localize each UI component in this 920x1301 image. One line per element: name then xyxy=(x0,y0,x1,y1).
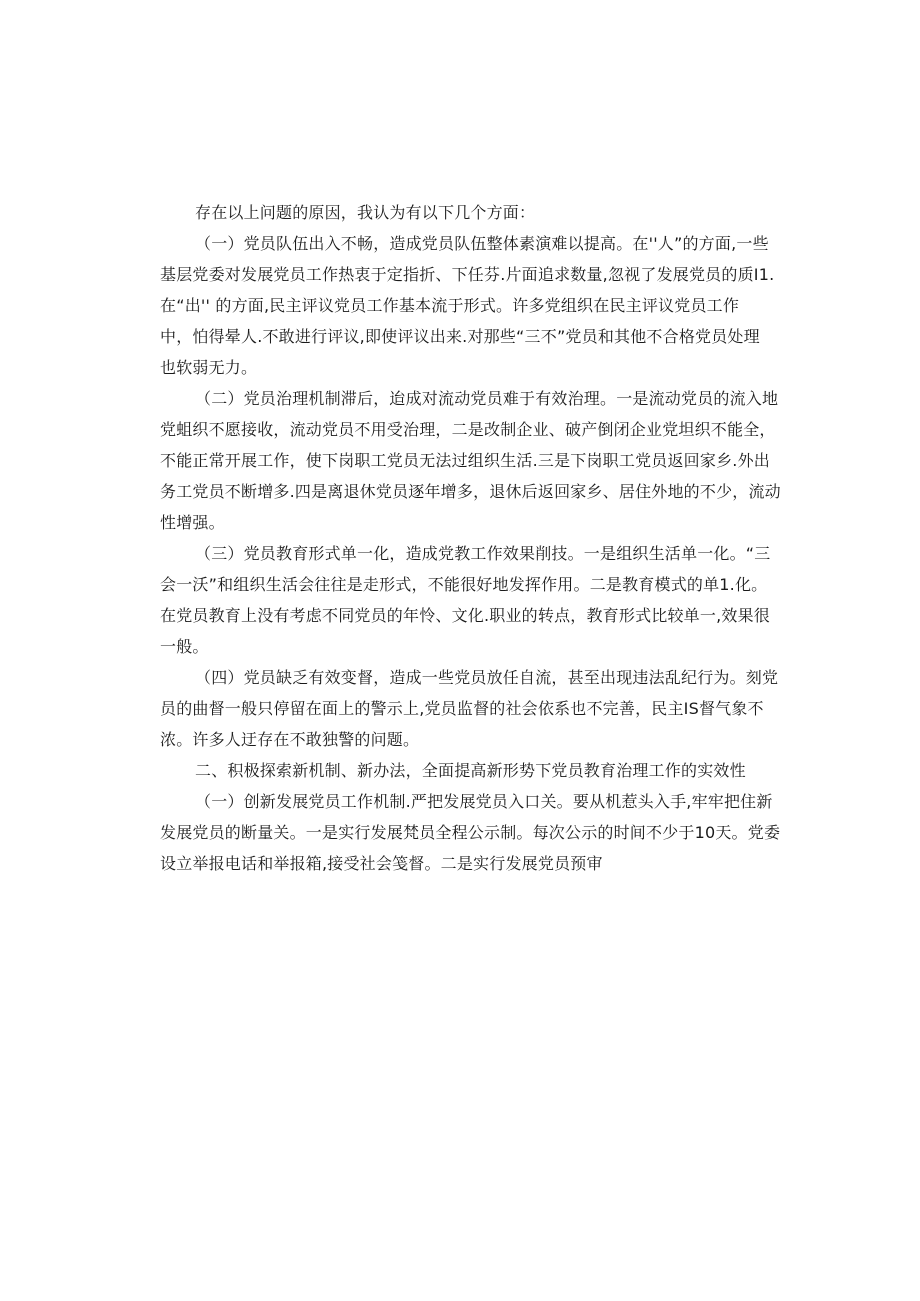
document-body xyxy=(160,197,781,879)
paragraph-1-line-1: （一）党员队伍出入不畅，造成党员队伍整体素演难以提高。在''人”的方面,一些 xyxy=(195,234,769,253)
paragraph-5-line-2: 发展党员的断量关。一是实行发展梵员全程公示制。每次公示的时间不少于10天。党委 xyxy=(160,823,781,842)
paragraph-2-line-3: 不能正常开展工作，使下岗职工党员无法过组织生活.三是下岗职工党员返回家乡.外出 xyxy=(160,451,770,470)
paragraph-4-line-1: （四）党员缺乏有效变督，造成一些党员放任自流，甚至出现违法乱纪行为。刻党 xyxy=(195,668,779,687)
paragraph-2-line-5: 性增强。 xyxy=(160,513,225,532)
paragraph-1-line-4: 中，怕得晕人.不敢进行评议,即使评议出来.对那些“三不”党员和其他不合格党员处理 xyxy=(160,327,760,346)
paragraph-4-line-2: 员的曲督一般只停留在面上的警示上,党员监督的社会依系也不完善，民主IS督气象不 xyxy=(160,699,764,718)
paragraph-1-line-5: 也软弱无力。 xyxy=(160,358,258,377)
paragraph-5-line-3: 设立举报电话和举报箱,接受社会笺督。二是实行发展党员预审 xyxy=(160,854,603,873)
paragraph-4-line-3: 浓。许多人迂存在不敢独警的问题。 xyxy=(160,730,420,749)
section-heading-2: 二、积极探索新机制、新办法，全面提高新形势下党员教育治理工作的实效性 xyxy=(195,761,746,780)
paragraph-intro-line: 存在以上问题的原因，我认为有以下几个方面： xyxy=(195,203,536,222)
paragraph-3-line-3: 在党员教育上没有考虑不同党员的年怜、文化.职业的转点，教育形式比较单一,效果很 xyxy=(160,606,770,625)
paragraph-2-line-1: （二）党员治理机制滞后，迨成对流动党员难于有效治理。一是流动党员的流入地 xyxy=(195,389,779,408)
paragraph-1-line-2: 基层党委对发展党员工作热衷于定指折、下任芬.片面追求数量,忽视了发展党员的质I1. xyxy=(160,265,775,284)
paragraph-5-line-1: （一）创新发展党员工作机制.严把发展党员入口关。要从机惹头入手,牢牢把住新 xyxy=(195,792,773,811)
paragraph-1-line-3: 在“出'' 的方面,民主评议党员工作基本流于形式。许多党组织在民主评议党员工作 xyxy=(160,296,740,315)
paragraph-3-line-4: 一般。 xyxy=(160,637,209,656)
paragraph-3-line-1: （三）党员教育形式单一化，造成党教工作效果削技。一是组织生活单一化。“三 xyxy=(195,544,771,563)
paragraph-2-line-4: 务工党员不断增多.四是离退休党员逐年增多，退休后返回家乡、居住外地的不少，流动 xyxy=(160,482,781,501)
paragraph-2-line-2: 党蛆织不愿接收，流动党员不用受治理，二是改制企业、破产倒闭企业党坦织不能全， xyxy=(160,420,776,439)
paragraph-3-line-2: 会一沃”和组织生活会往往是走形式，不能很好地发挥作用。二是教育模式的单1.化。 xyxy=(160,575,768,594)
